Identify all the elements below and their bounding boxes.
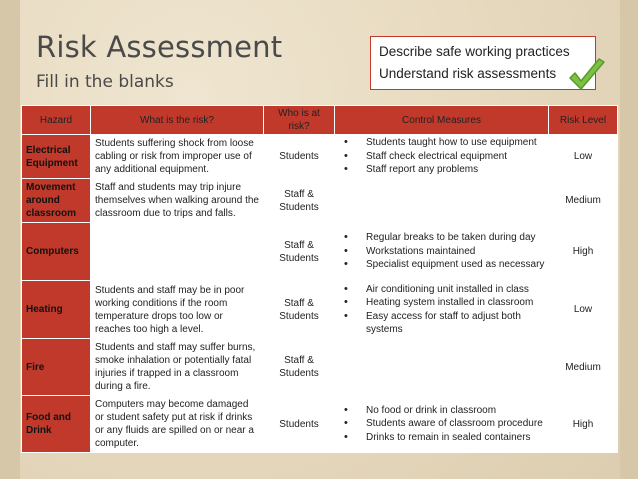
- column-header-level: Risk Level: [549, 106, 618, 135]
- who-at-risk-cell: Students: [264, 135, 335, 179]
- risk-assessment-table: [21, 105, 618, 453]
- who-at-risk-cell: Staff & Students: [264, 339, 335, 396]
- control-measures-cell: [335, 281, 549, 339]
- list-item: • Staff check electrical equipment: [366, 150, 545, 164]
- risk-cell: Computers may become damaged or student safety put at risk if drinks or any fluids are spilled on or near a computer.: [91, 396, 264, 453]
- hazard-cell: Computers: [22, 223, 91, 281]
- list-item: • No food or drink in classroom: [366, 404, 545, 418]
- control-measures-list: [338, 136, 545, 177]
- risk-cell: Students suffering shock from loose cabling or risk from improper use of any additional equipment.: [91, 135, 264, 179]
- list-item: • Students taught how to use equipment: [366, 136, 545, 150]
- list-item: • Workstations maintained: [366, 245, 545, 259]
- objective-item: Describe safe working practices: [379, 44, 570, 59]
- slide-border-left: [0, 0, 20, 479]
- list-item: • Drinks to remain in sealed containers: [366, 431, 545, 445]
- table-row: [22, 135, 618, 179]
- control-measures-cell: [335, 223, 549, 281]
- risk-level-cell: Low: [549, 281, 618, 339]
- who-at-risk-cell: Staff & Students: [264, 281, 335, 339]
- hazard-cell: Movement around classroom: [22, 179, 91, 223]
- control-measures-list: [338, 404, 545, 445]
- table-row: [22, 281, 618, 339]
- risk-cell: Students and staff may be in poor working conditions if the room temperature drops too low or reaches too high a level.: [91, 281, 264, 339]
- risk-level-cell: Medium: [549, 339, 618, 396]
- hazard-cell: Electrical Equipment: [22, 135, 91, 179]
- list-item: • Heating system installed in classroom: [366, 296, 545, 310]
- risk-level-cell: High: [549, 223, 618, 281]
- who-at-risk-cell: Students: [264, 396, 335, 453]
- table-header-row: [22, 106, 618, 135]
- slide-title: Risk Assessment: [36, 30, 283, 64]
- column-header-who: Who is at risk?: [264, 106, 335, 135]
- column-header-hazard: Hazard: [22, 106, 91, 135]
- risk-cell: [91, 223, 264, 281]
- list-item: • Specialist equipment used as necessary: [366, 258, 545, 272]
- table-row: [22, 223, 618, 281]
- who-at-risk-cell: Staff & Students: [264, 223, 335, 281]
- table-row: [22, 396, 618, 453]
- control-measures-list: [338, 283, 545, 337]
- objective-item: Understand risk assessments: [379, 66, 557, 81]
- hazard-cell: Heating: [22, 281, 91, 339]
- list-item: • Easy access for staff to adjust both systems: [366, 310, 545, 337]
- hazard-cell: Food and Drink: [22, 396, 91, 453]
- table-row: [22, 179, 618, 223]
- who-at-risk-cell: Staff & Students: [264, 179, 335, 223]
- list-item: • Staff report any problems: [366, 163, 545, 177]
- control-measures-list: [338, 231, 545, 272]
- slide-subtitle: Fill in the blanks: [36, 72, 174, 92]
- risk-level-cell: Low: [549, 135, 618, 179]
- control-measures-cell: [335, 135, 549, 179]
- list-item: • Students aware of classroom procedure: [366, 417, 545, 431]
- list-item: • Regular breaks to be taken during day: [366, 231, 545, 245]
- control-measures-cell: [335, 396, 549, 453]
- risk-cell: Staff and students may trip injure themselves when walking around the classroom due to trips and falls.: [91, 179, 264, 223]
- risk-cell: Students and staff may suffer burns, smoke inhalation or potentially fatal injuries if trapped in a classroom during a fire.: [91, 339, 264, 396]
- hazard-cell: Fire: [22, 339, 91, 396]
- column-header-risk: What is the risk?: [91, 106, 264, 135]
- checkmark-icon: [566, 56, 608, 96]
- list-item: • Air conditioning unit installed in class: [366, 283, 545, 297]
- control-measures-cell: [335, 179, 549, 223]
- risk-level-cell: High: [549, 396, 618, 453]
- risk-level-cell: Medium: [549, 179, 618, 223]
- learning-objectives-box: [370, 36, 596, 90]
- slide-border-right: [620, 0, 638, 479]
- table-row: [22, 339, 618, 396]
- column-header-measures: Control Measures: [335, 106, 549, 135]
- control-measures-cell: [335, 339, 549, 396]
